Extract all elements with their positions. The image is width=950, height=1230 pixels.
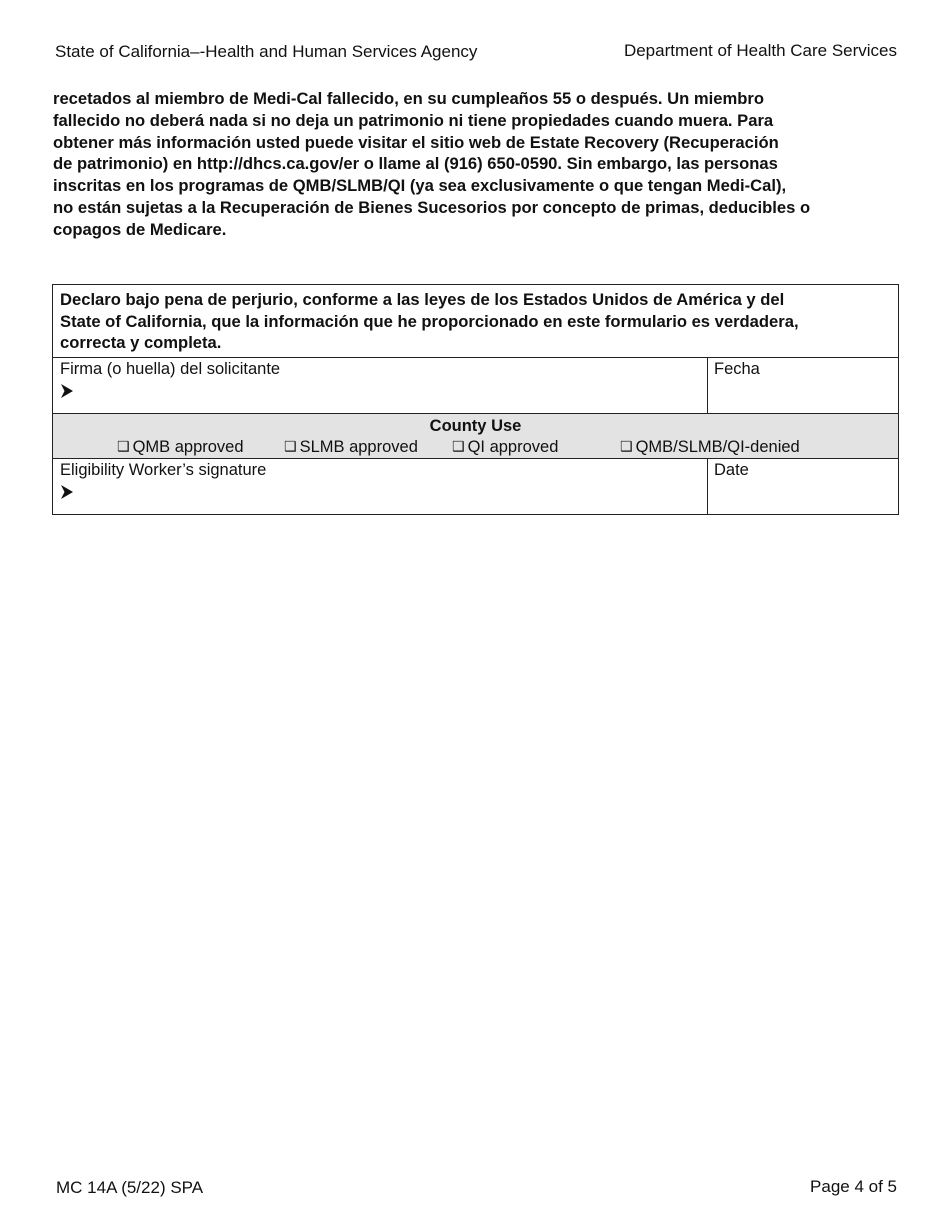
paragraph-line: no están sujetas a la Recuperación de Bienes Sucesorios por concepto de primas, deducibles o: [53, 197, 811, 217]
checkbox-icon: ❑: [452, 437, 465, 454]
header-agency: State of California–-Health and Human Services Agency: [55, 42, 478, 61]
declaration-line: Declaro bajo pena de perjurio, conforme a las leyes de los Estados Unidos de América y del: [60, 290, 785, 309]
page-number: Page 4 of 5: [810, 1177, 897, 1196]
worker-date-field[interactable]: [708, 458, 899, 514]
checkbox-icon: ❑: [284, 437, 297, 454]
checkbox-label: QMB/SLMB/QI-denied: [635, 437, 800, 456]
paragraph-line: inscritas en los programas de QMB/SLMB/QI (ya sea exclusivamente o que tengan Medi-Cal),: [53, 176, 787, 196]
county-use-title: County Use: [429, 416, 522, 435]
perjury-declaration: [53, 285, 899, 358]
paragraph-line: copagos de Medicare.: [53, 219, 227, 239]
form-id: MC 14A (5/22) SPA: [56, 1178, 204, 1197]
paragraph-line: fallecido no deberá nada si no deja un patrimonio ni tiene propiedades cuando muera. Para: [53, 110, 774, 130]
county-use-section: [53, 413, 899, 458]
paragraph-line: recetados al miembro de Medi-Cal fallecido, en su cumpleaños 55 o después. Un miembro: [53, 89, 764, 108]
checkbox-label: QI approved: [467, 437, 559, 456]
checkbox-label: QMB approved: [132, 437, 244, 456]
checkbox-label: SLMB approved: [299, 437, 418, 456]
slmb-approved-checkbox[interactable]: [284, 436, 418, 458]
arrow-right-icon: [60, 483, 74, 501]
qmb-slmb-qi-denied-checkbox[interactable]: [620, 436, 800, 458]
paragraph-line: obtener más información usted puede visitar el sitio web de Estate Recovery (Recuperación: [53, 132, 779, 152]
arrow-right-icon: [60, 382, 74, 400]
worker-signature-label: Eligibility Worker’s signature: [60, 460, 267, 479]
declaration-form: [52, 284, 899, 515]
declaration-line: correcta y completa.: [60, 333, 222, 352]
paragraph-line: de patrimonio) en http://dhcs.ca.gov/er o llame al (916) 650-0590. Sin embargo, las personas: [53, 154, 778, 174]
declaration-line: State of California, que la información que he proporcionado en este formulario es verdadera,: [60, 311, 799, 331]
applicant-signature-label: Firma (o huella) del solicitante: [60, 359, 281, 378]
checkbox-icon: ❑: [620, 437, 633, 454]
worker-date-label: Date: [714, 460, 749, 479]
applicant-date-label: Fecha: [714, 359, 760, 378]
qi-approved-checkbox[interactable]: [452, 436, 558, 458]
applicant-date-field[interactable]: [708, 357, 899, 413]
applicant-signature-field[interactable]: [53, 357, 708, 413]
qmb-approved-checkbox[interactable]: [117, 436, 244, 458]
estate-recovery-paragraph: [53, 88, 903, 241]
worker-signature-field[interactable]: [53, 458, 708, 514]
header-department: Department of Health Care Services: [623, 41, 897, 60]
checkbox-icon: ❑: [117, 437, 130, 454]
